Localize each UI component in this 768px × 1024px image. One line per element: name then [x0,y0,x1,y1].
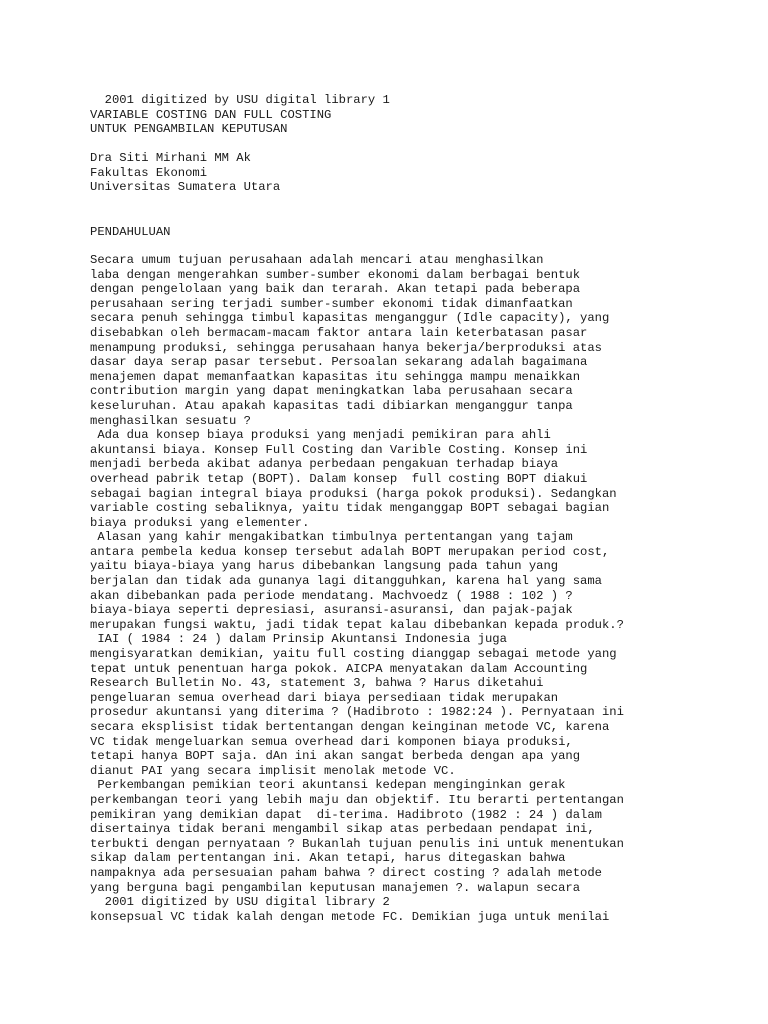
body-line: Ada dua konsep biaya produksi yang menjadi pemikiran para ahli [90,428,551,443]
body-line: pemikiran yang demikian dapat di-terima. Hadibroto (1982 : 24 ) dalam [90,807,602,822]
body-line: prosedur akuntansi yang diterima ? (Hadibroto : 1982:24 ). Pernyataan ini [90,705,624,720]
title-line-2: UNTUK PENGAMBILAN KEPUTUSAN [90,122,288,137]
body-line: biaya produksi yang elementer. [90,515,310,530]
section-heading-text: PENDAHULUAN [90,225,171,239]
body-line: akan dibebankan pada periode mendatang. Machvoedz ( 1988 : 102 ) ? [90,588,573,603]
body-line: 2001 digitized by USU digital library 2 [90,895,390,910]
body-line: Research Bulletin No. 43, statement 3, bahwa ? Harus diketahui [90,676,544,691]
body-line: contribution margin yang dapat meningkatkan laba perusahaan secara [90,384,573,399]
body-line: Perkembangan pemikian teori akuntansi kedepan menginginkan gerak [90,778,566,793]
body-line: secara penuh sehingga timbul kapasitas menganggur (Idle capacity), yang [90,311,610,326]
body-text [90,253,748,924]
body-line: merupakan fungsi waktu, jadi tidak tepat kalau dibebankan kepada produk.? [90,617,624,632]
body-line: keseluruhan. Atau apakah kapasitas tadi dibiarkan menganggur tanpa [90,398,573,413]
body-line: perusahaan sering terjadi sumber-sumber ekonomi tidak dimanfaatkan [90,296,573,311]
body-line: VC tidak mengeluarkan semua overhead dari komponen biaya produksi, [90,734,573,749]
body-line: dasar daya serap pasar tersebut. Persoalan sekarang adalah bagaimana [90,355,588,370]
body-line: berjalan dan tidak ada gunanya lagi ditangguhkan, karena hal yang sama [90,574,602,589]
author-info [90,151,748,195]
author-faculty: Fakultas Ekonomi [90,165,208,180]
body-line: disebabkan oleh bermacam-macam faktor antara lain keterbatasan pasar [90,325,588,340]
body-line: menghasilkan sesuatu ? [90,413,251,428]
body-line: yang berguna bagi pengambilan keputusan manajemen ?. walapun secara [90,880,581,895]
body-line: menampung produksi, sehingga perusahaan hanya bekerja/berproduksi atas [90,340,602,355]
body-line: variable costing sebaliknya, yaitu tidak menganggap BOPT sebagai bagian [90,501,610,516]
body-line: yaitu biaya-biaya yang harus dibebankan langsung pada tahun yang [90,559,559,574]
body-line: antara pembela kedua konsep tersebut adalah BOPT merupakan period cost, [90,544,610,559]
body-line: akuntansi biaya. Konsep Full Costing dan Varible Costing. Konsep ini [90,442,588,457]
body-line: sikap dalam pertentangan ini. Akan tetapi, harus ditegaskan bahwa [90,851,566,866]
body-line: dengan pengelolaan yang baik dan terarah. Akan tetapi pada beberapa [90,282,581,297]
body-line: terbukti dengan pernyataan ? Bukanlah tujuan penulis ini untuk menentukan [90,836,624,851]
document-header [90,93,748,137]
body-line: tepat untuk penentuan harga pokok. AICPA menyatakan dalam Accounting [90,661,588,676]
title-line-1: VARIABLE COSTING DAN FULL COSTING [90,107,332,122]
body-line: konsepsual VC tidak kalah dengan metode FC. Demikian juga untuk menilai [90,909,610,924]
section-heading [90,225,748,240]
body-line: pengeluaran semua overhead dari biaya persediaan tidak merupakan [90,690,559,705]
body-line: menjadi berbeda akibat adanya perbedaan pengakuan terhadap biaya [90,457,559,472]
body-line: secara eksplisist tidak bertentangan dengan keinginan metode VC, karena [90,720,610,734]
body-line: perkembangan teori yang lebih maju dan objektif. Itu berarti pertentangan [90,792,624,807]
body-line: biaya-biaya seperti depresiasi, asuransi-asuransi, dan pajak-pajak [90,603,573,618]
body-line: mengisyaratkan demikian, yaitu full costing dianggap sebagai metode yang [90,647,617,662]
body-line: tetapi hanya BOPT saja. dAn ini akan sangat berbeda dengan apa yang [90,749,581,764]
body-line: overhead pabrik tetap (BOPT). Dalam konsep full costing BOPT diakui [90,471,588,486]
body-line: laba dengan mengerahkan sumber-sumber ekonomi dalam berbagai bentuk [90,267,581,282]
body-line: nampaknya ada persesuaian paham bahwa ? direct costing ? adalah metode [90,865,602,880]
author-university: Universitas Sumatera Utara [90,180,281,195]
body-line: menajemen dapat memanfaatkan kapasitas itu sehingga mampu menaikkan [90,369,581,384]
body-line: Secara umum tujuan perusahaan adalah mencari atau menghasilkan [90,253,544,267]
body-line: IAI ( 1984 : 24 ) dalam Prinsip Akuntansi Indonesia juga [90,632,507,647]
author-name: Dra Siti Mirhani MM Ak [90,151,251,165]
body-line: dianut PAI yang secara implisit menolak metode VC. [90,763,456,778]
body-line: sebagai bagian integral biaya produksi (harga pokok produksi). Sedangkan [90,486,617,501]
body-line: Alasan yang kahir mengakibatkan timbulnya pertentangan yang tajam [90,530,573,545]
body-line: disertainya tidak berani mengambil sikap atas perbedaan pendapat ini, [90,822,595,837]
library-header-line: 2001 digitized by USU digital library 1 [90,93,390,107]
